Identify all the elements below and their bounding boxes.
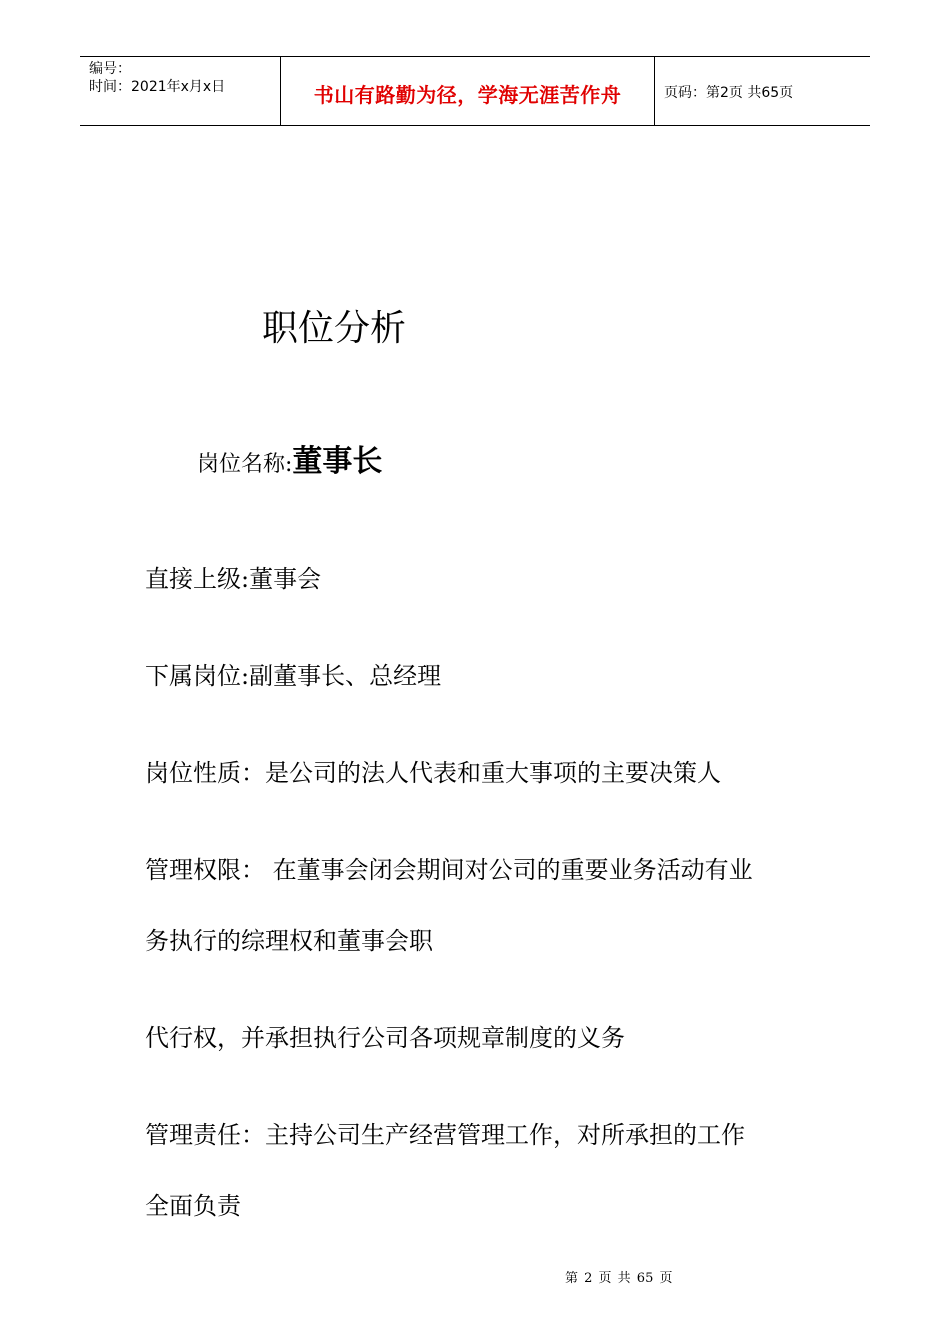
position-name-row bbox=[197, 440, 382, 488]
time-label: 时间：2021年x月x日 bbox=[89, 79, 226, 95]
position-value: 董事长 bbox=[292, 444, 383, 479]
header-motto-cell bbox=[281, 57, 655, 125]
management-authority-line: 管理权限： 在董事会闭会期间对公司的重要业务活动有业 bbox=[145, 856, 753, 884]
header-motto: 书山有路勤为径，学海无涯苦作舟 bbox=[313, 82, 622, 107]
page-footer: 第 2 页 共 65 页 bbox=[565, 1271, 673, 1286]
management-responsibility-line-cont: 全面负责 bbox=[145, 1192, 241, 1220]
management-authority-line-cont: 务执行的综理权和董事会职 bbox=[145, 927, 433, 955]
position-label: 岗位名称: bbox=[197, 452, 293, 477]
header-page-info-cell bbox=[655, 57, 870, 125]
page-header bbox=[80, 56, 870, 126]
header-page-info: 页码：第2页 共65页 bbox=[664, 85, 794, 101]
document-title: 职位分析 bbox=[262, 308, 407, 349]
number-label: 编号： bbox=[89, 61, 131, 77]
management-responsibility-line: 管理责任：主持公司生产经营管理工作，对所承担的工作 bbox=[145, 1121, 745, 1149]
header-meta bbox=[80, 57, 281, 125]
direct-superior-line: 直接上级:董事会 bbox=[145, 565, 322, 593]
subordinate-positions-line: 下属岗位:副董事长、总经理 bbox=[145, 662, 442, 690]
acting-authority-line: 代行权，并承担执行公司各项规章制度的义务 bbox=[145, 1024, 625, 1052]
position-nature-line: 岗位性质：是公司的法人代表和重大事项的主要决策人 bbox=[145, 759, 721, 787]
